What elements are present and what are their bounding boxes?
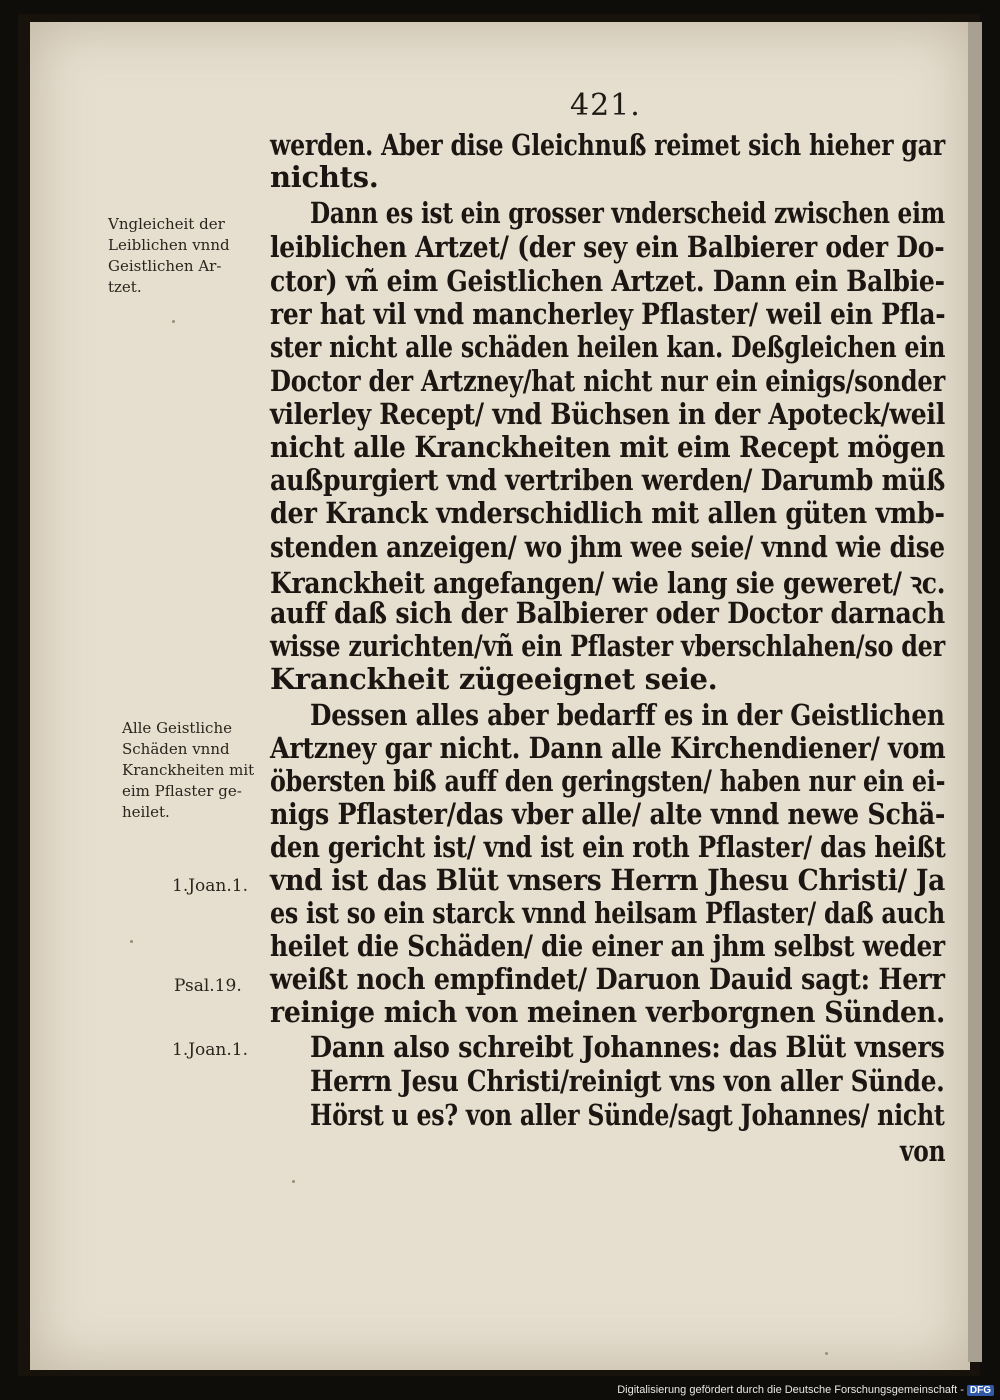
margin-note-line: Geistlichen Ar- xyxy=(108,257,222,275)
text-line: Dann es ist ein grosser vnderscheid zwischen eim xyxy=(310,196,945,230)
text-line: Herrn Jesu Christi/reinigt vns von aller Sünde. xyxy=(310,1064,945,1098)
text-line: werden. Aber dise Gleichnuß reimet sich hieher gar xyxy=(270,128,945,162)
paper-speck xyxy=(825,1352,828,1355)
scripture-reference: Psal.19. xyxy=(174,976,242,996)
text-line: heilet die Schäden/ die einer an jhm selbst weder xyxy=(270,929,945,963)
digitization-credit xyxy=(617,1384,994,1396)
dfg-logo-icon: DFG xyxy=(967,1385,994,1396)
margin-note-line: Vngleicheit der xyxy=(108,215,225,233)
paper-speck xyxy=(130,940,133,943)
text-line: außpurgiert vnd vertriben werden/ Darumb müß xyxy=(270,463,945,497)
catchword: von xyxy=(900,1134,946,1168)
text-line: Kranckheit zügeeignet seie. xyxy=(270,662,718,696)
text-line: nicht alle Kranckheiten mit eim Recept mögen xyxy=(270,430,945,464)
margin-note-line: Schäden vnnd xyxy=(122,740,230,758)
margin-note-2 xyxy=(122,718,254,823)
margin-note-1 xyxy=(108,214,230,298)
paper-speck xyxy=(292,1180,295,1183)
margin-note-line: eim Pflaster ge- xyxy=(122,782,242,800)
margin-note-line: Alle Geistliche xyxy=(122,719,232,737)
paper-speck xyxy=(172,320,175,323)
margin-note-line: tzet. xyxy=(108,278,142,296)
text-line: stenden anzeigen/ wo jhm wee seie/ vnnd wie dise xyxy=(270,530,945,564)
margin-note-line: Leiblichen vnnd xyxy=(108,236,230,254)
text-line: wisse zurichten/vñ ein Pflaster vberschlahen/so der xyxy=(270,629,945,663)
text-line: reinige mich von meinen verborgnen Sünden. xyxy=(270,995,946,1029)
text-line: es ist so ein starck vnnd heilsam Pflaster/ daß auch xyxy=(270,896,945,930)
page-number: 421. xyxy=(570,88,641,123)
text-line: Dann also schreibt Johannes: das Blüt vnsers xyxy=(310,1030,945,1064)
text-line: weißt noch empfindet/ Daruon Dauid sagt: Herr xyxy=(270,962,945,996)
text-line: öbersten biß auff den geringsten/ haben nur ein ei- xyxy=(270,764,946,798)
text-line: nigs Pflaster/das vber alle/ alte vnnd newe Schä- xyxy=(270,797,946,831)
text-line: der Kranck vnderschidlich mit allen güten vmb- xyxy=(270,496,945,530)
text-line: Hörst u es? von aller Sünde/sagt Johannes/ nicht xyxy=(310,1098,945,1132)
text-line: den gericht ist/ vnd ist ein roth Pflaster/ das heißt xyxy=(270,830,946,864)
text-line: vilerley Recept/ vnd Büchsen in der Apoteck/weil xyxy=(270,397,945,431)
credit-text: Digitalisierung gefördert durch die Deutsche Forschungsgemeinschaft - xyxy=(617,1384,964,1396)
text-line: Doctor der Artzney/hat nicht nur ein einigs/sonder xyxy=(270,364,946,398)
text-line: vnd ist das Blüt vnsers Herrn Jhesu Christi/ Ja xyxy=(270,863,946,897)
scripture-reference: 1.Joan.1. xyxy=(172,1040,248,1060)
text-line: rer hat vil vnd mancherley Pflaster/ weil ein Pfla- xyxy=(270,297,946,331)
margin-note-line: heilet. xyxy=(122,803,170,821)
page-edge xyxy=(968,22,982,1362)
text-line: Dessen alles aber bedarff es in der Geistlichen xyxy=(310,698,945,732)
text-line: ster nicht alle schäden heilen kan. Deßgleichen ein xyxy=(270,330,946,364)
text-line: leiblichen Artzet/ (der sey ein Balbierer oder Do- xyxy=(270,230,945,264)
text-line: auff daß sich der Balbierer oder Doctor darnach xyxy=(270,596,945,630)
text-line: Artzney gar nicht. Dann alle Kirchendiener/ vom xyxy=(270,731,946,765)
text-line: Kranckheit angefangen/ wie lang sie geweret/ ꝛc. xyxy=(270,566,946,600)
margin-note-line: Kranckheiten mit xyxy=(122,761,255,779)
text-line: nichts. xyxy=(270,160,379,194)
text-line: ctor) vñ eim Geistlichen Artzet. Dann ein Balbie- xyxy=(270,264,945,298)
scripture-reference: 1.Joan.1. xyxy=(172,876,248,896)
